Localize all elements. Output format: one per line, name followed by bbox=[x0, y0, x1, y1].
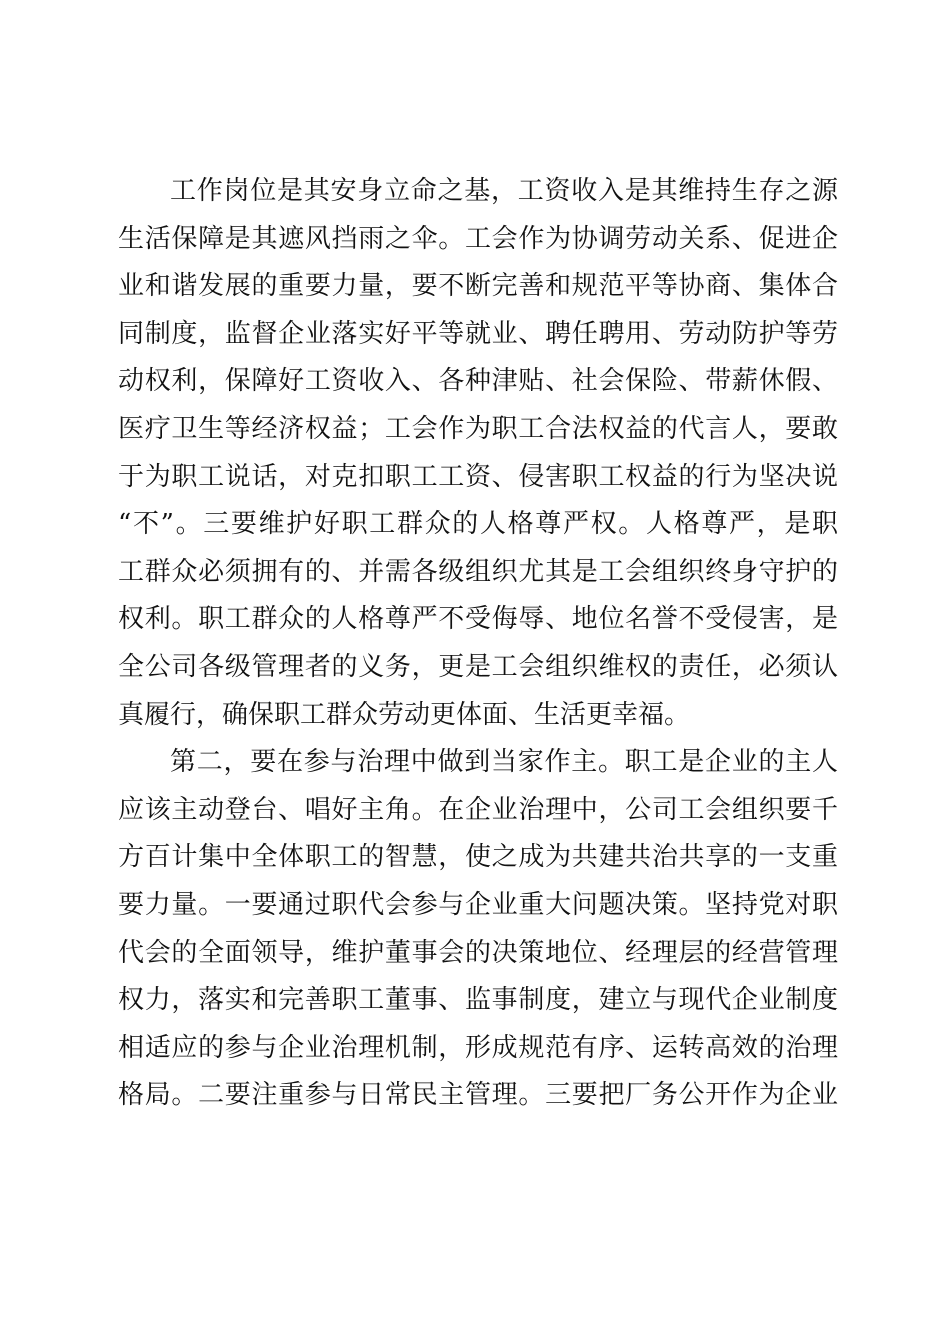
text-line: 代会的全面领导，维护董事会的决策地位、经理层的经营管理 bbox=[118, 937, 838, 968]
text-line: 方百计集中全体职工的智慧，使之成为共建共治共享的一支重 bbox=[118, 842, 838, 873]
text-line: 真履行，确保职工群众劳动更体面、生活更幸福。 bbox=[118, 699, 691, 730]
text-line: 格局。二要注重参与日常民主管理。三要把厂务公开作为企业 bbox=[118, 1080, 838, 1111]
text-line: “不”。三要维护好职工群众的人格尊严权。人格尊严，是职 bbox=[118, 509, 838, 540]
text-line: 第二，要在参与治理中做到当家作主。职工是企业的主人 bbox=[170, 747, 838, 778]
text-line: 应该主动登台、唱好主角。在企业治理中，公司工会组织要千 bbox=[118, 794, 838, 825]
text-line: 权力，落实和完善职工董事、监事制度，建立与现代企业制度 bbox=[118, 985, 838, 1016]
text-line: 工群众必须拥有的、并需各级组织尤其是工会组织终身守护的 bbox=[118, 556, 838, 587]
body-text bbox=[118, 168, 838, 1120]
text-line: 动权利，保障好工资收入、各种津贴、社会保险、带薪休假、 bbox=[118, 366, 838, 397]
text-line: 相适应的参与企业治理机制，形成规范有序、运转高效的治理 bbox=[118, 1032, 838, 1063]
paragraph-2 bbox=[118, 739, 838, 1120]
text-line: 要力量。一要通过职代会参与企业重大问题决策。坚持党对职 bbox=[118, 889, 838, 920]
text-line: 生活保障是其遮风挡雨之伞。工会作为协调劳动关系、促进企 bbox=[118, 223, 838, 254]
text-line: 医疗卫生等经济权益；工会作为职工合法权益的代言人，要敢 bbox=[118, 413, 838, 444]
paragraph-1 bbox=[118, 168, 838, 739]
text-line: 全公司各级管理者的义务，更是工会组织维权的责任，必须认 bbox=[118, 651, 838, 682]
text-line: 业和谐发展的重要力量，要不断完善和规范平等协商、集体合 bbox=[118, 271, 838, 302]
text-line: 工作岗位是其安身立命之基，工资收入是其维持生存之源 bbox=[170, 176, 838, 206]
text-line: 权利。职工群众的人格尊严不受侮辱、地位名誉不受侵害，是 bbox=[118, 604, 838, 635]
text-line: 同制度，监督企业落实好平等就业、聘任聘用、劳动防护等劳 bbox=[118, 318, 838, 349]
text-line: 于为职工说话，对克扣职工工资、侵害职工权益的行为坚决说 bbox=[118, 461, 838, 492]
